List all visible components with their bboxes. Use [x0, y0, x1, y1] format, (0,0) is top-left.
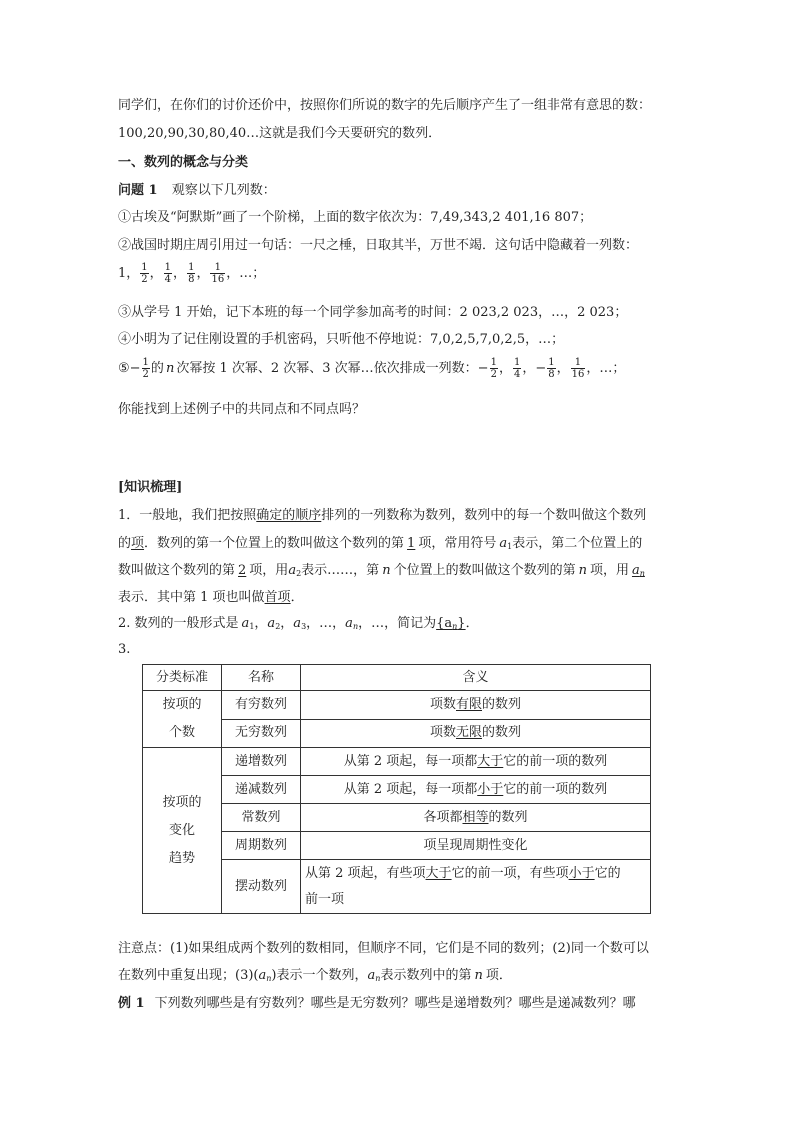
intro-line-2: 100,20,90,30,80,40…这就是我们今天要研究的数列．: [118, 126, 442, 141]
knowledge-heading: [知识梳理]: [118, 480, 183, 495]
underlined-term: 项: [131, 536, 145, 551]
section-heading: 一、数列的概念与分类: [118, 155, 249, 170]
seq-end: ，…；: [226, 266, 266, 281]
classification-table: [142, 664, 651, 914]
note-line-2: 在数列中重复出现；$(3)(a_n)$表示一个数列，$a_n$表示数列中的第 n 项．: [118, 968, 512, 983]
problem-item-5: ⑤− $\frac{1}{2}$ 的 n 次幂按 1 次幂、2 次幂、3 次幂…依次排成一列数：− $\frac{1}{2}$ ， $\frac{1}{4}$ ，− $\frac{1}{8}$ ， $\frac{1}{16}$ ，…；: [118, 357, 626, 380]
problem-text: 观察以下几列数：: [171, 183, 276, 198]
fraction-one-half: $\frac{1}{2}$: [142, 357, 149, 380]
table-header: 含义: [301, 665, 651, 691]
underlined-term: 确定的顺序: [256, 508, 322, 523]
table-row: 周期数列 项呈现周期性变化: [143, 832, 651, 860]
problem-1-line: [118, 183, 276, 199]
table-row: 按项的 变化 趋势 递增数列 从第 2 项起，每一项都大于它的前一项的数列: [143, 748, 651, 776]
table-row: 递减数列 从第 2 项起，每一项都小于它的前一项的数列: [143, 776, 651, 804]
table-row: 按项的 个数 有穷数列 项数有限的数列: [143, 691, 651, 720]
category-cell: 按项的 个数: [143, 691, 222, 748]
fraction-one-sixteenth: $\frac{1}{16}$: [211, 262, 225, 285]
example-label: 例 1: [118, 996, 145, 1011]
problem-label: 问题 1: [118, 183, 158, 198]
problem-item-4: ④小明为了记住刚设置的手机密码，只听他不停地说：7,0,2,5,7,0,2,5，…；: [118, 332, 565, 347]
table-row: 摆动数列 从第 2 项起，有些项大于它的前一项，有些项小于它的 前一项: [143, 860, 651, 914]
category-cell: 按项的 变化 趋势: [143, 748, 222, 914]
knowledge-p1-line-4: 表示．其中第 1 项也叫做首项．: [118, 590, 304, 605]
fraction-one-half: $\frac{1}{2}$: [141, 262, 148, 285]
problem-question: 你能找到上述例子中的共同点和不同点吗？: [118, 402, 366, 417]
table-header-row: [143, 665, 651, 691]
problem-item-3: ③从学号 1 开始，记下本班的每一个同学参加高考的时间：2 023,2 023，…，2 023；: [118, 305, 628, 320]
problem-item-2: ②战国时期庄周引用过一句话：一尺之棰，日取其半，万世不竭．这句话中隐藏着一列数：: [118, 238, 639, 253]
example-1-line: 例 1 下列数列哪些是有穷数列？哪些是无穷数列？哪些是递增数列？哪些是递减数列？哪: [118, 996, 636, 1011]
table-row: 常数列 各项都相等的数列: [143, 804, 651, 832]
underlined-term: 首项: [264, 590, 291, 605]
knowledge-p1-line-1: 1．一般地，我们把按照确定的顺序排列的一列数称为数列，数列中的每一个数叫做这个数列: [118, 508, 647, 523]
table-header: 名称: [222, 665, 301, 691]
fraction-one-quarter: $\frac{1}{4}$: [164, 262, 172, 285]
intro-line-1: 同学们，在你们的讨价还价中，按照你们所说的数字的先后顺序产生了一组非常有意思的数：: [118, 98, 652, 113]
problem-item-1: ①古埃及“阿默斯”画了一个阶梯，上面的数字依次为：7,49,343,2 401,16 807；: [118, 210, 593, 225]
table-row: 无穷数列 项数无限的数列: [143, 719, 651, 748]
seq-start: 1，: [118, 266, 140, 281]
problem-item-2-sequence: 1， $\frac{1}{2}$ ， $\frac{1}{4}$ ， $\frac{1}{8}$ ， $\frac{1}{16}$ ，…；: [118, 262, 266, 285]
note-line-1: 注意点：(1)如果组成两个数列的数相同，但顺序不同，它们是不同的数列；(2)同一个数可以: [118, 941, 649, 956]
knowledge-p1-line-3: 数叫做这个数列的第 2 项，用$a_2$表示……，第 n 个位置上的数叫做这个数列的第 n 项，用 $a_n$: [118, 563, 645, 578]
knowledge-p1-line-2: 的项．数列的第一个位置上的数叫做这个数列的第 1 项，常用符号 $a_1$表示，第二个位置上的: [118, 536, 643, 551]
knowledge-p2: 2. 数列的一般形式是 $a_1$，$a_2$，$a_3$，…，$a_n$，…，简记为$\{a_n\}$．: [118, 616, 479, 631]
fraction-one-eighth: $\frac{1}{8}$: [188, 262, 195, 285]
knowledge-p3: 3.: [118, 642, 131, 657]
underlined-term: $\{a_n\}$: [436, 616, 466, 631]
table-header: 分类标准: [143, 665, 222, 691]
